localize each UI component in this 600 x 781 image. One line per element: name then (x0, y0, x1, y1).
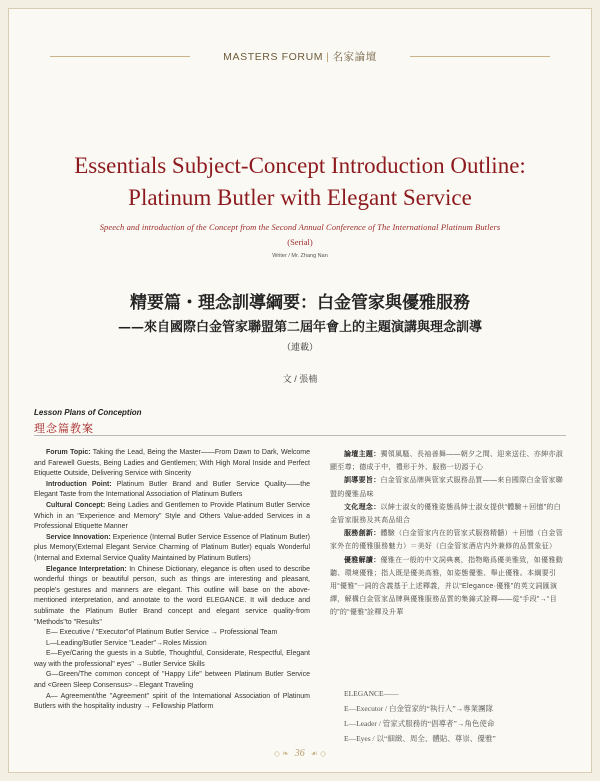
text-elegance-interpretation: In Chinese Dictionary, elegance is often used to describe wonderful things or beautiful person, such as things are interesting and pleasant, people's gestures and manners are elegant. This outline will base on the above-mentioned interpretation, and annotate to the word ELEGANCE. It will deduce and sublimate the Platinum Butler Brand concept and elegant service quality-from "Methods"to "Results" (34, 565, 310, 626)
title-line-1: Essentials Subject-Concept Introduction Outline: (74, 153, 526, 178)
section-heading-zh: 理念篇教案 (34, 423, 94, 435)
paragraph-forum-topic (34, 448, 310, 480)
ornament-right-icon: ☙ ◇ (310, 749, 327, 758)
label-service-innovation: Service Innovation: (46, 533, 111, 541)
page-number-value: 36 (294, 748, 305, 759)
header-rule-left (50, 56, 190, 57)
serial-label-en: (Serial) (287, 237, 313, 247)
zh-label-cultural-concept: 文化理念： (344, 503, 381, 511)
elegance-item-e2: E—Eye/Caring the guests in a Subtle, Thoughtful, Considerate, Respectful, Elegant way with the professional" eyes" →Butler Service Skills (34, 650, 310, 668)
ornament-left-icon: ◇ ❧ (273, 749, 289, 758)
article-title-zh: 精要篇・理念訓導綱要：白金管家與優雅服務 (130, 293, 470, 313)
zh-text-service-innovation: 體驗（白金管家内在的管家式服務精髓）＋回憶（白金管家外在的優雅服務魅力）＝美好（白金管家酒店内外兼修的品質象征） (330, 530, 563, 551)
section-heading-en: Lesson Plans of Conception (34, 408, 142, 417)
writer-en: Writer / Mr. Zhang Nan (272, 253, 328, 259)
paragraph-service-innovation (34, 533, 310, 565)
zh-text-elegance-interpretation: 優雅在一般的中文詞典裏，指物略爲優美雅致，如優雅動聽、環境優雅；指人既是優美高雅，如姿態優雅、舉止優雅。本綱要引用“優雅”一詞的含義基于上述釋義，并以“Elegance·優雅”的英文詞匯演繹，解構白金管家品牌與優雅服務品質的集錦式詮釋——從“手段”→“目的”的“優雅”詮釋及升華 (330, 556, 563, 617)
elegance-item-g: G—Green/The common concept of "Happy Life" between Platinum Butler Service and <Green Sleep Consensus>→Elegant Traveling (34, 671, 310, 690)
article-title-en (0, 150, 600, 214)
label-introduction-point: Introduction Point: (46, 480, 112, 488)
article-subtitle-zh: ——來自國際白金管家聯盟第二屆年會上的主題演講與理念訓導 (117, 320, 482, 335)
zh-text-forum-topic: 獨領風騷、長袖善舞——朝夕之間、迎來送往、亦紳亦淑顯至尊；德成于中，禮形于外、服務一切源于心 (330, 451, 563, 472)
english-column (34, 448, 310, 713)
elegance-heading: ELEGANCE—— (344, 689, 399, 698)
zh-label-introduction-point: 訓導要旨： (344, 477, 381, 485)
zh-paragraph-forum-topic (330, 448, 566, 474)
elegance-item-l: L—Leading/Butler Service "Leader"→Roles Mission (46, 639, 207, 647)
title-line-2: Platinum Butler with Elegant Service (128, 185, 472, 210)
text-forum-topic: Taking the Lead, Being the Master——From Dawn to Dark, Welcome and Farewell Guests, Being Ladies and Gentlemen; With High Moral Inside and Perfect Etiquette Outside, Delivering Service with Sincerity (34, 449, 310, 478)
zh-label-service-innovation: 服務創新： (344, 530, 381, 538)
zh-paragraph-cultural-concept (330, 501, 566, 527)
serial-label-zh: （連載） (281, 342, 318, 352)
header-forum-zh: 名家論壇 (332, 51, 377, 63)
paragraph-introduction-point (34, 480, 310, 501)
elegance-zh-item-e: E—Executor / 白金管家的“執行人”→專業團隊 (344, 704, 494, 713)
elegance-item-a: A— Agreement/the "Agreement" spirit of the International Association of Platinum Butlers with the hospitality industry → Fellowship Platform (34, 692, 310, 711)
chinese-column (330, 448, 566, 620)
article-subtitle-en: Speech and introduction of the Concept from the Second Annual Conference of The International Platinum Butlers (99, 222, 501, 232)
zh-label-elegance-interpretation: 優雅解讀： (344, 556, 381, 564)
author-zh: 文 / 張楠 (282, 374, 318, 384)
zh-text-introduction-point: 白金管家品牌與管家式服務品質——來自國際白金管家聯盟的優雅品味 (330, 477, 563, 498)
zh-paragraph-service-innovation (330, 527, 566, 553)
page-number (0, 748, 600, 759)
section-header (0, 46, 600, 68)
label-forum-topic: Forum Topic: (46, 449, 91, 456)
section-divider (34, 435, 566, 436)
elegance-zh-item-e2: E—Eyes / 以“細緻、周全、體貼、尊崇、優雅” (344, 734, 496, 743)
header-separator: | (326, 51, 330, 63)
header-title (223, 46, 377, 68)
elegance-zh-item-l: L—Leader / 管家式服務的“倡導者”→角色使命 (344, 719, 495, 728)
paragraph-cultural-concept (34, 501, 310, 533)
header-rule-right (410, 56, 550, 57)
label-elegance-interpretation: Elegance Interpretation: (46, 565, 127, 573)
zh-label-forum-topic: 論壇主題： (344, 451, 381, 458)
text-introduction-point: Platinum Butler Brand and Butler Service Quality——the Elegant Taste from the International Association of Platinum Butlers (34, 480, 310, 499)
zh-text-cultural-concept: 以紳士淑女的優雅姿態爲紳士淑女提供“體驗＋回憶”的白金管家服務及其高品組合 (330, 503, 561, 525)
elegance-list-zh (344, 686, 566, 746)
header-forum-en: MASTERS FORUM (223, 51, 324, 63)
label-cultural-concept: Cultural Concept: (46, 501, 106, 509)
zh-paragraph-elegance-interpretation (330, 554, 566, 620)
text-cultural-concept: Being Ladies and Gentlemen to Provide Platinum Butler Service Which in an "Experience and Memory" Style and Others Value-added Services in a Professional Etiquette Manner (34, 501, 310, 531)
paragraph-elegance-interpretation (34, 565, 310, 629)
zh-paragraph-introduction-point (330, 474, 566, 500)
elegance-item-e: E— Executive / "Executor"of Platinum Butler Service → Professional Team (46, 629, 278, 637)
text-service-innovation: Experience (Internal Butler Service Essence of Platinum Butler) plus Memory(External Elegant Service Charming of Platinum Butler) equals Wonderful (Internal and External Service Quality Maintained by Platinum Butlers) (34, 533, 310, 562)
